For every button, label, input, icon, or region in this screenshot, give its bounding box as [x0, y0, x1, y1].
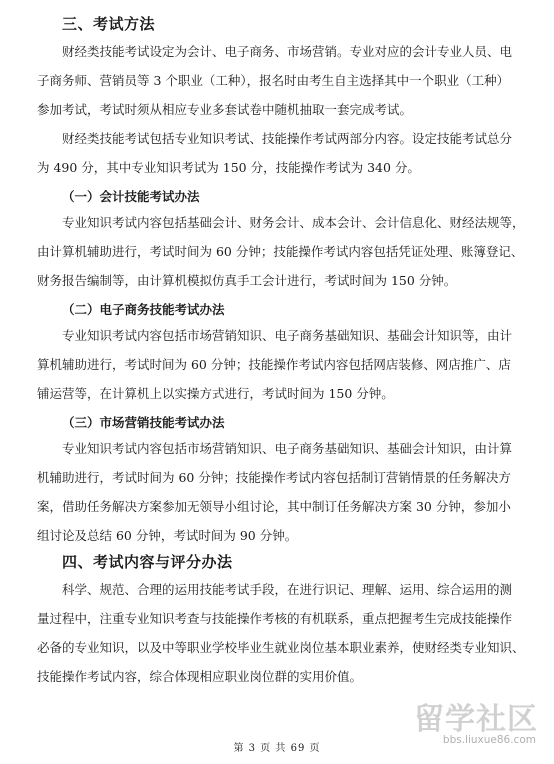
subheading-accounting: （一）会计技能考试办法: [62, 189, 200, 204]
text-line: 专业知识考试内容包括市场营销知识、电子商务基础知识、基础会计知识，由计算: [62, 441, 513, 456]
text-line: 专业知识考试内容包括市场营销知识、电子商务基础知识、基础会计知识等，由计: [62, 328, 513, 343]
text-line: 机辅助进行，考试时间为 60 分钟；技能操作考试内容包括制订营销情景的任务解决方: [37, 470, 511, 485]
text-line: 由计算机辅助进行，考试时间为 60 分钟；技能操作考试内容包括凭证处理、账簿登记、: [37, 244, 524, 259]
text-line: 技能操作考试内容，综合体现相应职业岗位群的实用价值。: [37, 669, 363, 684]
subheading-ecommerce: （二）电子商务技能考试办法: [62, 302, 225, 317]
section-heading-content-scoring: 四、考试内容与评分办法: [62, 553, 233, 571]
text-line: 案，借助任务解决方案参加无领导小组讨论，其中制订任务解决方案 30 分钟，参加小: [37, 499, 511, 514]
text-line: 专业知识考试内容包括基础会计、财务会计、成本会计、会计信息化、财经法规等，: [62, 215, 525, 230]
text-line: 财经类技能考试包括专业知识考试、技能操作考试两部分内容。设定技能考试总分: [62, 131, 513, 146]
text-line: 量过程中，注重专业知识考查与技能操作考核的有机联系，重点把握考生完成技能操作: [37, 611, 513, 626]
page-number: 第 3 页 共 69 页: [233, 743, 321, 754]
watermark-url: bbs.liuxue86.com: [442, 734, 536, 746]
text-line: 财务报告编制等，由计算机模拟仿真手工会计进行，考试时间为 150 分钟。: [37, 273, 457, 288]
text-line: 铺运营等，在计算机上以实操方式进行，考试时间为 150 分钟。: [37, 386, 394, 401]
text-line: 财经类技能考试设定为会计、电子商务、市场营销。专业对应的会计专业人员、电: [62, 44, 513, 59]
text-line: 算机辅助进行，考试时间为 60 分钟；技能操作考试内容包括网店装修、网店推广、店: [37, 357, 511, 372]
text-line: 为 490 分，其中专业知识考试为 150 分，技能操作考试为 340 分。: [37, 160, 420, 175]
text-line: 组讨论及总结 60 分钟，考试时间为 90 分钟。: [37, 528, 298, 543]
subheading-marketing: （三）市场营销技能考试办法: [62, 415, 225, 430]
watermark-logo: 留学社区: [414, 702, 538, 737]
section-heading-exam-method: 三、考试方法: [62, 15, 156, 33]
text-line: 参加考试，考试时须从相应专业多套试卷中随机抽取一套完成考试。: [37, 102, 413, 117]
text-line: 必备的专业知识，以及中等职业学校毕业生就业岗位基本职业素养，使财经类专业知识、: [37, 640, 525, 655]
text-line: 科学、规范、合理的运用技能考试手段，在进行识记、理解、运用、综合运用的测: [62, 582, 513, 597]
watermark: [392, 694, 542, 754]
text-line: 子商务师、营销员等 3 个职业（工种），报名时由考生自主选择其中一个职业（工种）: [37, 73, 510, 88]
